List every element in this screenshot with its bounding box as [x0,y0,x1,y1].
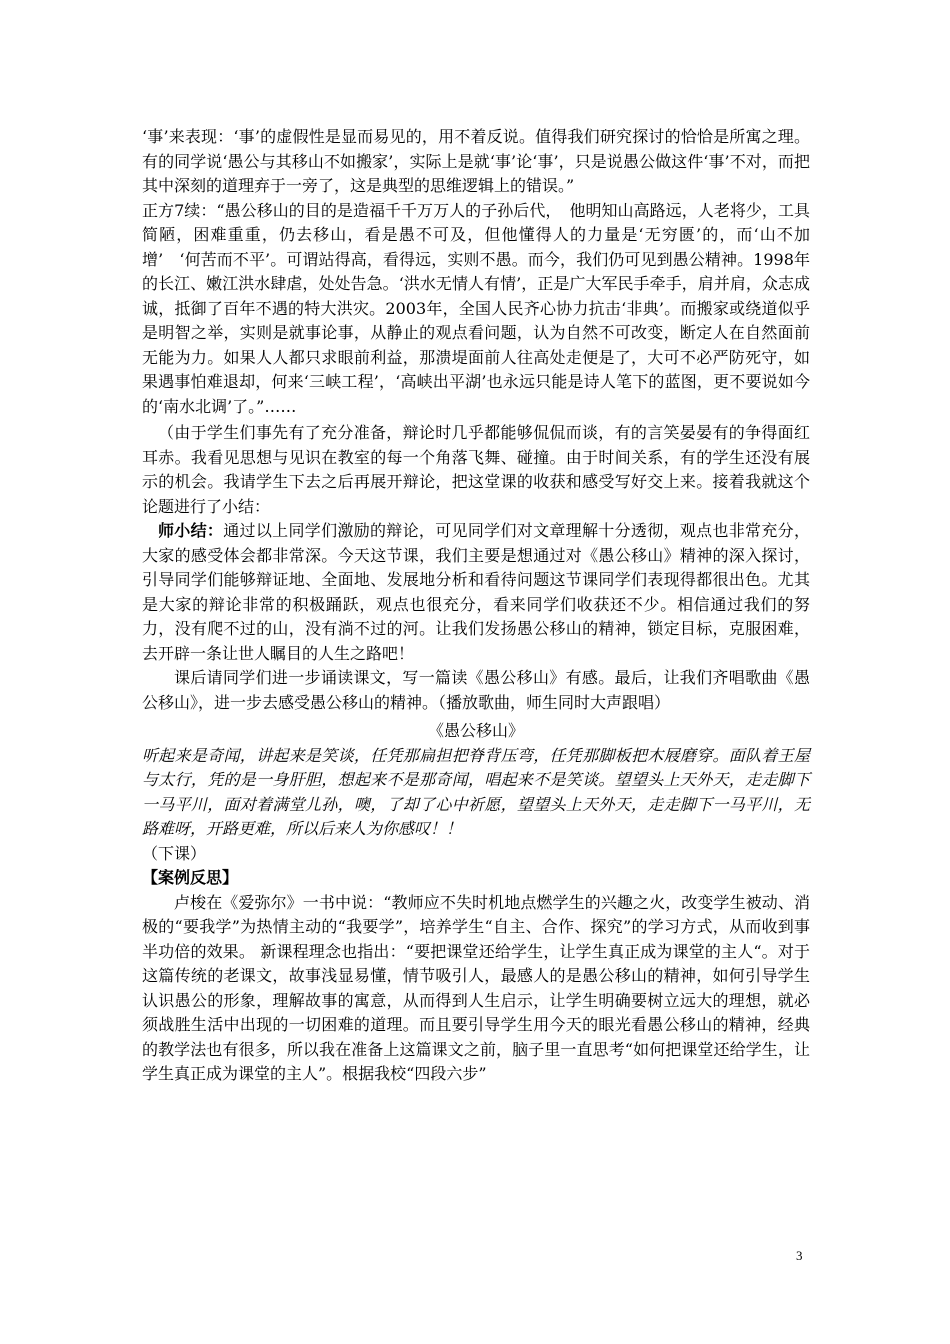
paragraph-7: 卢梭在《爱弥尔》一书中说：“教师应不失时机地点燃学生的兴趣之火，改变学生被动、消极的“要我学”为热情主动的“我要学”，培养学生“自主、合作、探究”的学习方式，从而收到事半功倍的效果。 新课程理念也指出：“要把课堂还给学生，让学生真正成为课堂的主人“。对于这篇传统的老课文，故事浅显易懂，情节吸引人，最感人的是愚公移山的精神，如何引导学生认识愚公的形象，理解故事的寓意，从而得到人生启示，让学生明确要树立远大的理想，就必须战胜生活中出现的一切困难的道理。而且要引导学生用今天的眼光看愚公移山的精神，经典的教学法也有很多，所以我在准备上这篇课文之前，脑子里一直思考“如何把课堂还给学生，让学生真正成为课堂的主人”。根据我校“四段六步” [142,892,810,1083]
song-lyrics: 听起来是奇闻，讲起来是笑谈，任凭那扁担把脊背压弯，任凭那脚板把木屐磨穿。面队着王屋与太行，凭的是一身肝胆，想起来不是那奇闻，唱起来不是笑谈。望望头上天外天，走走脚下一马平川，面对着满堂儿孙，噢，了却了心中祈愿，望望头上天外天，走走脚下一马平川，无路难呀，开路更难，所以后来人为你感叹！！ [142,745,810,838]
page-number: 3 [796,1248,803,1263]
teacher-summary-label: 师小结： [158,521,224,540]
section-heading-reflection: 【案例反思】 [142,868,239,887]
paragraph-4 [142,519,810,666]
paragraph-3: （由于学生们事先有了充分准备，辩论时几乎都能够侃侃而谈，有的言笑晏晏有的争得面红耳赤。我看见思想与见识在教室的每一个角落飞舞、碰撞。由于时间关系，有的学生还没有展示的机会。我请学生下去之后再展开辩论，把这堂课的收获和感受写好交上来。接着我就这个论题进行了小结： [142,423,810,516]
song-title: 《愚公移山》 [427,721,524,740]
paragraph-1: ‘事’来表现：‘事’的虚假性是显而易见的，用不着反说。值得我们研究探讨的恰恰是所寓之理。有的同学说‘愚公与其移山不如搬家’，实际上是就‘事’论‘事’，只是说愚公做这件‘事’不对，而把其中深刻的道理弃于一旁了，这是典型的思维逻辑上的错误。” [142,127,810,195]
paragraph-2: 正方7续：“愚公移山的目的是造福千千万万人的子孙后代， 他明知山高路远，人老将少，工具简陋，困难重重，仍去移山，看是愚不可及，但他懂得人的力量是‘无穷匮’的，而‘山不加增’ ‘何苦而不平’。可谓站得高，看得远，实则不愚。而今，我们仍可见到愚公精神。1998年的长江、嫩江洪水肆虐，处处告急。‘洪水无情人有情’，正是广大军民手牵手，肩并肩，众志成诚，抵御了百年不遇的特大洪灾。2003年，全国人民齐心协力抗击‘非典’。而搬家或绕道似乎是明智之举，实则是就事论事，从静止的观点看问题，认为自然不可改变，断定人在自然面前无能为力。如果人人都只求眼前利益，那溃堤面前人往高处走便是了，大可不必严防死守，如果遇事怕难退却，何来‘三峡工程’，‘高峡出平湖’也永远只能是诗人笔下的蓝图，更不要说如今的‘南水北调’了。”…… [142,200,810,416]
paragraph-5: 课后请同学们进一步诵读课文，写一篇读《愚公移山》有感。最后，让我们齐唱歌曲《愚公移山》，进一步去感受愚公移山的精神。（播放歌曲，师生同时大声跟唱） [142,668,810,712]
class-dismissed: （下课） [142,843,207,863]
document-page [142,125,810,1087]
teacher-summary-text: 通过以上同学们激励的辩论，可见同学们对文章理解十分透彻，观点也非常充分，大家的感受体会都非常深。今天这节课，我们主要是想通过对《愚公移山》精神的深入探讨，引导同学们能够辩证地、全面地、发展地分析和看待问题这节课同学们表现得都很出色。尤其是大家的辩论非常的积极踊跃，观点也很充分，看来同学们收获还不少。相信通过我们的努力，没有爬不过的山，没有淌不过的河。让我们发扬愚公移山的精神，锁定目标，克服困难，去开辟一条让世人瞩目的人生之路吧！ [142,521,810,663]
